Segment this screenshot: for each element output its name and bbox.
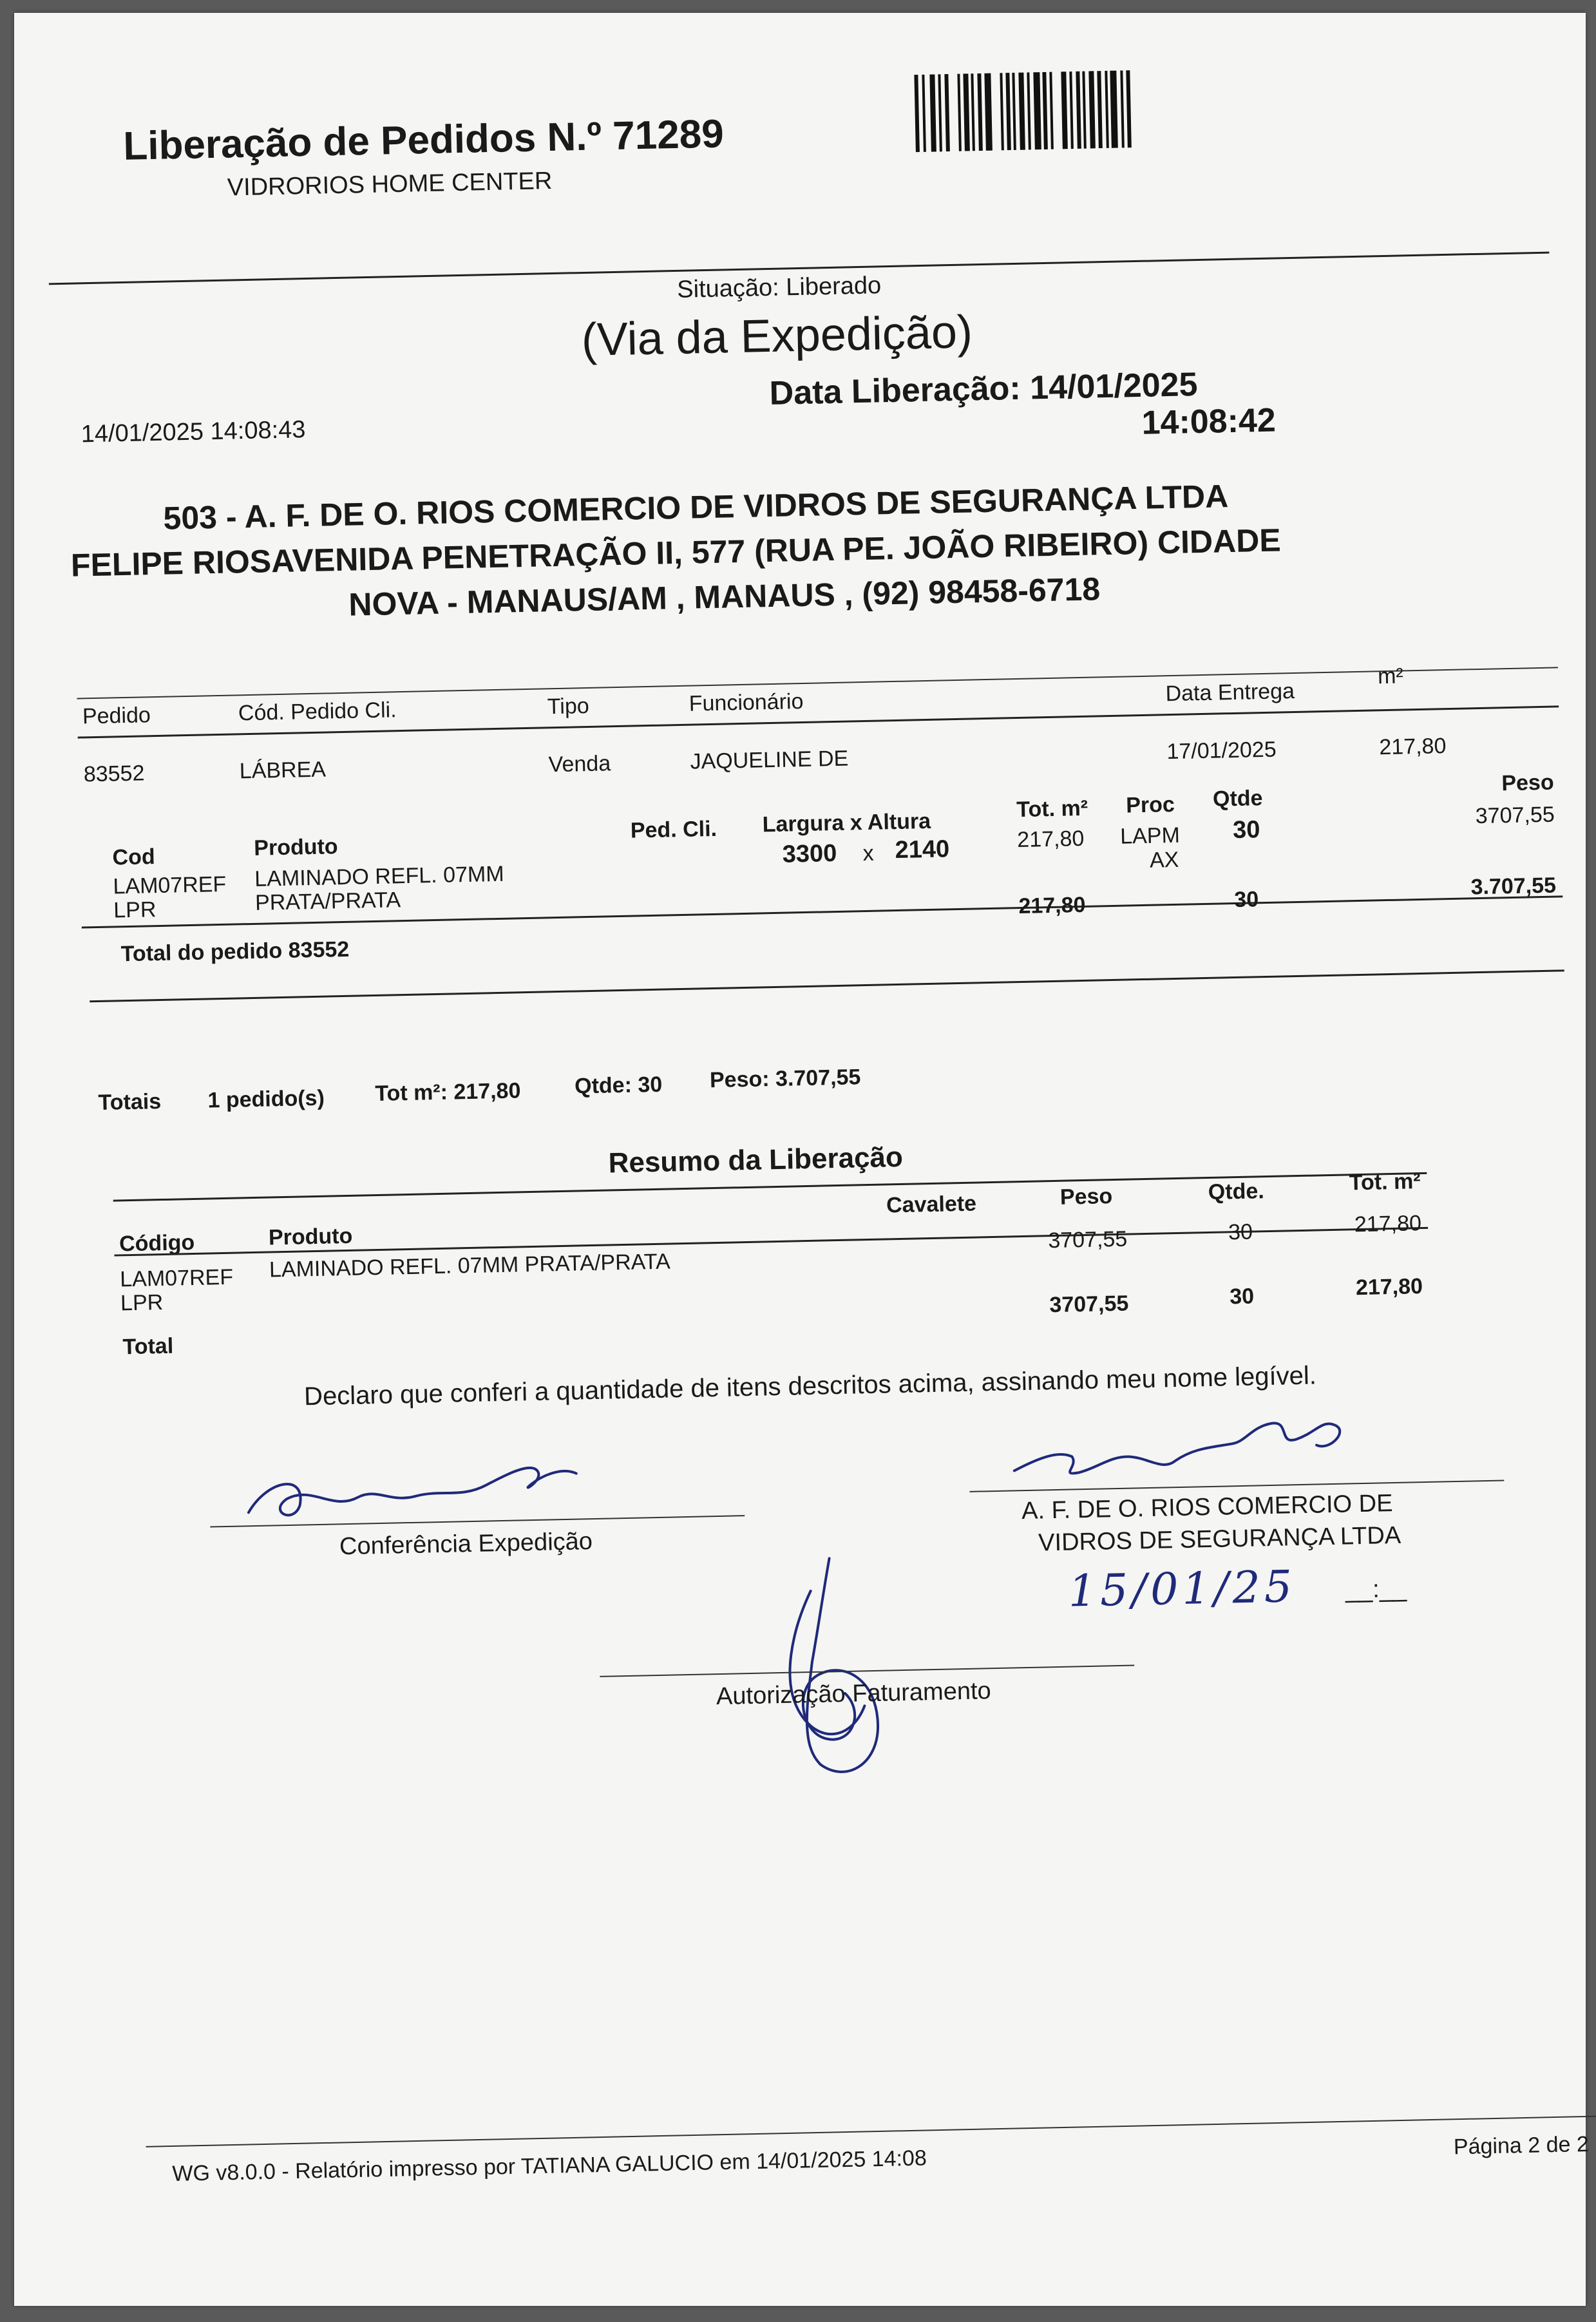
totals-qtde: Qtde: 30 <box>574 1072 663 1099</box>
order-tipo-value: Venda <box>548 751 611 777</box>
via-label: (Via da Expedição) <box>581 306 973 366</box>
items-col-produto: Produto <box>253 834 338 861</box>
items-col-cod: Cod <box>112 844 156 870</box>
col-data-entrega-label: Data Entrega <box>1165 678 1295 707</box>
summary-total-peso: 3707,55 <box>1049 1291 1129 1318</box>
client-signature <box>1000 1405 1363 1497</box>
item-cod-cont: LPR <box>113 897 157 923</box>
release-time: 14:08:42 <box>1141 401 1277 442</box>
order-total-label: Total do pedido 83552 <box>120 937 350 967</box>
totals-pedidos: 1 pedido(s) <box>207 1085 325 1113</box>
summary-col-peso: Peso <box>1059 1184 1113 1210</box>
customer-line-2: FELIPE RIOSAVENIDA PENETRAÇÃO II, 577 (RUA PE. JOÃO RIBEIRO) CIDADE <box>70 522 1282 584</box>
summary-row-qtde: 30 <box>1228 1219 1253 1245</box>
item-largura: 3300 <box>782 839 837 868</box>
order-cod-pedido-cli-value: LÁBREA <box>239 757 327 784</box>
situation-label: Situação: Liberado <box>676 272 882 303</box>
summary-col-qtde: Qtde. <box>1208 1179 1265 1204</box>
footer-page-number: Página 2 de 2 <box>1453 2131 1590 2160</box>
items-col-ped-cli: Ped. Cli. <box>630 816 717 843</box>
document-title: Liberação de Pedidos N.º 71289 <box>122 111 725 169</box>
item-proc: LAPM <box>1119 823 1181 849</box>
order-pedido-value: 83552 <box>83 761 145 787</box>
item-cod: LAM07REF <box>113 871 227 899</box>
customer-line-3: NOVA - MANAUS/AM , MANAUS , (92) 98458-6718 <box>348 571 1101 623</box>
summary-row-produto: LAMINADO REFL. 07MM PRATA/PRATA <box>269 1249 671 1282</box>
barcode-icon <box>914 69 1186 152</box>
release-date: Data Liberação: 14/01/2025 <box>769 366 1198 412</box>
summary-total-qtde: 30 <box>1229 1284 1255 1309</box>
item-altura: 2140 <box>895 835 950 864</box>
summary-row-peso: 3707,55 <box>1047 1226 1128 1253</box>
items-col-peso: Peso <box>1501 770 1555 796</box>
item-produto: LAMINADO REFL. 07MM <box>254 861 504 891</box>
summary-col-produto: Produto <box>268 1223 353 1250</box>
summary-total-tot-m2: 217,80 <box>1355 1274 1423 1300</box>
items-subtotal-peso: 3.707,55 <box>1470 873 1557 900</box>
col-tipo-label: Tipo <box>547 693 590 719</box>
item-produto-cont: PRATA/PRATA <box>254 888 401 915</box>
order-top-line <box>77 667 1558 699</box>
summary-title: Resumo da Liberação <box>608 1141 904 1179</box>
autorizacao-signature <box>732 1550 904 1785</box>
order-m2-value: 217,80 <box>1379 734 1447 760</box>
declaration-text: Declaro que conferi a quantidade de itens descritos acima, assinando meu nome legível. <box>303 1361 1317 1411</box>
col-pedido-label: Pedido <box>82 703 151 729</box>
summary-col-codigo: Código <box>119 1230 195 1257</box>
item-qtde: 30 <box>1232 816 1260 844</box>
items-col-qtde: Qtde <box>1212 786 1263 812</box>
item-x: x <box>862 841 875 866</box>
footer-print-info: WG v8.0.0 - Relatório impresso por TATIANA GALUCIO em 14/01/2025 14:08 <box>171 2146 927 2186</box>
items-subtotal-qtde: 30 <box>1233 887 1259 913</box>
item-proc-cont: AX <box>1149 847 1179 873</box>
autorizacao-label: Autorização Faturamento <box>716 1677 992 1711</box>
summary-row-codigo-cont: LPR <box>120 1289 164 1316</box>
time-blank: __:__ <box>1345 1575 1407 1604</box>
order-data-entrega-value: 17/01/2025 <box>1166 737 1277 765</box>
summary-row-tot-m2: 217,80 <box>1354 1211 1422 1237</box>
col-m2-label: m² <box>1377 663 1404 689</box>
document-page <box>14 13 1590 2306</box>
totals-label: Totais <box>98 1089 162 1116</box>
client-name-line-2: VIDROS DE SEGURANÇA LTDA <box>1038 1521 1401 1557</box>
summary-total-label: Total <box>122 1333 174 1360</box>
summary-row-codigo: LAM07REF <box>119 1264 234 1292</box>
item-peso: 3707,55 <box>1475 802 1555 829</box>
customer-line-1: 503 - A. F. DE O. RIOS COMERCIO DE VIDROS DE SEGURANÇA LTDA <box>162 478 1229 537</box>
items-col-largura-altura: Largura x Altura <box>762 808 931 837</box>
handwritten-date: 15/01/25 <box>1067 1561 1297 1617</box>
col-funcionario-label: Funcionário <box>689 689 804 716</box>
items-col-tot-m2: Tot. m² <box>1016 795 1088 823</box>
client-name-line-1: A. F. DE O. RIOS COMERCIO DE <box>1021 1490 1393 1525</box>
order-funcionario-value: JAQUELINE DE <box>690 746 849 774</box>
col-cod-pedido-cli-label: Cód. Pedido Cli. <box>238 698 397 726</box>
item-tot-m2: 217,80 <box>1016 826 1085 853</box>
print-datetime: 14/01/2025 14:08:43 <box>81 416 306 448</box>
totals-tot-m2: Tot m²: 217,80 <box>374 1078 521 1107</box>
company-name: VIDRORIOS HOME CENTER <box>227 167 553 202</box>
summary-col-cavalete: Cavalete <box>886 1191 977 1218</box>
footer-line <box>146 2115 1596 2147</box>
conferencia-label: Conferência Expedição <box>339 1528 593 1561</box>
items-subtotal-tot-m2: 217,80 <box>1018 892 1086 919</box>
items-col-proc: Proc <box>1125 792 1175 818</box>
totals-peso: Peso: 3.707,55 <box>709 1065 861 1093</box>
summary-col-tot-m2: Tot. m² <box>1349 1169 1421 1195</box>
order-bottom-line <box>90 969 1564 1002</box>
